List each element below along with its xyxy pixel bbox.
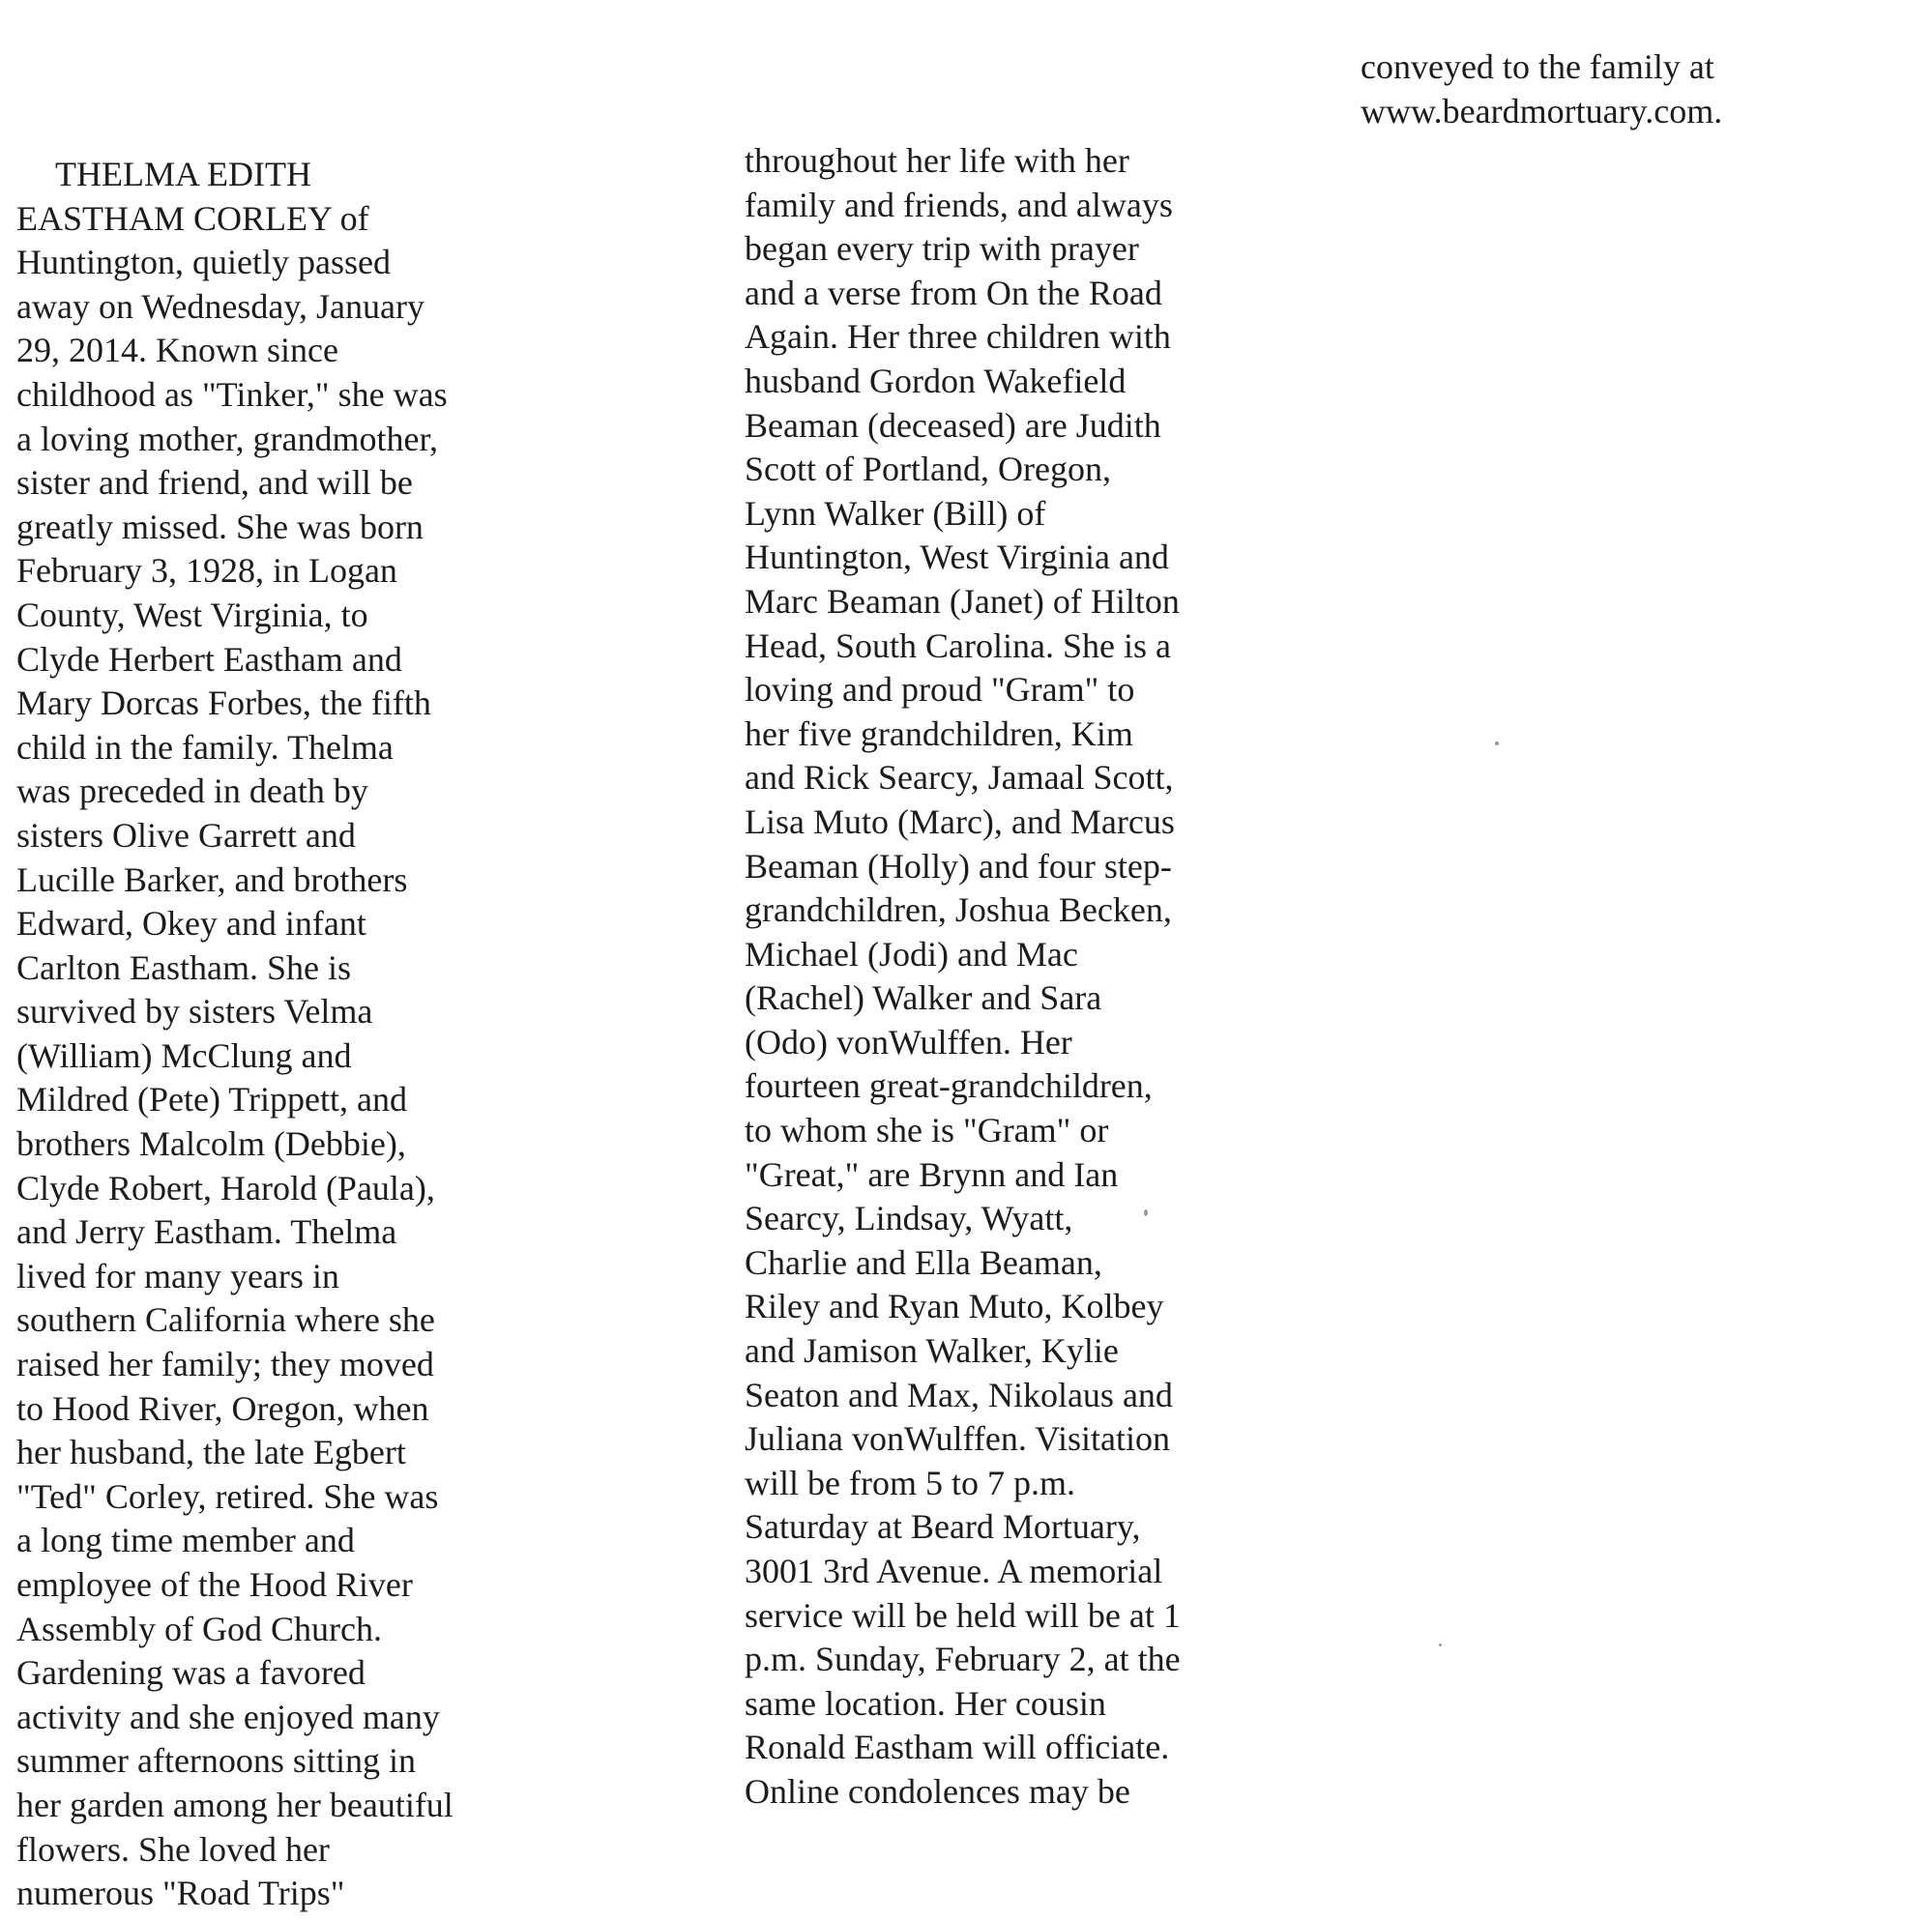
obituary-text-line: to whom she is "Gram" or <box>745 1111 1109 1150</box>
obituary-text-line: a long time member and <box>16 1521 355 1560</box>
obituary-text-line: Online condolences may be <box>745 1771 1130 1811</box>
obituary-text-line: fourteen great-grandchildren, <box>745 1066 1153 1106</box>
obituary-text-line: will be from 5 to 7 p.m. <box>745 1463 1075 1502</box>
obituary-text-line: Saturday at Beard Mortuary, <box>745 1507 1141 1547</box>
obituary-text-line: and a verse from On the Road <box>745 273 1162 312</box>
obituary-text-line: Beaman (Holly) and four step- <box>745 846 1172 886</box>
obituary-text-line: Marc Beaman (Janet) of Hilton <box>745 581 1180 621</box>
obituary-text-line: Edward, Okey and infant <box>16 904 366 944</box>
obituary-column-1 <box>16 153 558 1916</box>
obituary-text-line: Huntington, quietly passed <box>16 243 391 282</box>
obituary-column-2 <box>745 139 1286 1815</box>
obituary-text-line: her garden among her beautiful <box>16 1785 454 1824</box>
obituary-text-line: Huntington, West Virginia and <box>745 538 1169 577</box>
obituary-text-line: Mildred (Pete) Trippett, and <box>16 1080 407 1120</box>
obituary-text-line: Scott of Portland, Oregon, <box>745 450 1111 489</box>
obituary-text-line: flowers. She loved her <box>16 1829 330 1869</box>
obituary-text-line: childhood as "Tinker," she was <box>16 374 448 414</box>
obituary-text-line: child in the family. Thelma <box>16 727 394 767</box>
obituary-text-line: activity and she enjoyed many <box>16 1697 440 1736</box>
obituary-text-line: "Ted" Corley, retired. She was <box>16 1476 439 1516</box>
obituary-text-line: family and friends, and always <box>745 185 1173 224</box>
obituary-text-line: Juliana vonWulffen. Visitation <box>745 1419 1170 1459</box>
obituary-text-line: (Odo) vonWulffen. Her <box>745 1022 1072 1062</box>
obituary-text-line: began every trip with prayer <box>745 229 1139 269</box>
obituary-text-line: (Rachel) Walker and Sara <box>745 978 1102 1018</box>
obituary-text-line: same location. Her cousin <box>745 1683 1106 1723</box>
obituary-text-line: brothers Malcolm (Debbie), <box>16 1124 406 1164</box>
scan-speck <box>1495 742 1499 745</box>
obituary-text-line: Clyde Robert, Harold (Paula), <box>16 1168 435 1207</box>
obituary-text-line: away on Wednesday, January <box>16 286 424 326</box>
obituary-text-line: THELMA EDITH <box>55 155 311 193</box>
obituary-text-line: County, West Virginia, to <box>16 595 368 634</box>
obituary-text-line: Assembly of God Church. <box>16 1609 382 1648</box>
obituary-text-line: service will be held will be at 1 <box>745 1595 1181 1635</box>
obituary-text-line: Head, South Carolina. She is a <box>745 625 1171 665</box>
obituary-text-line: and Jamison Walker, Kylie <box>745 1331 1119 1371</box>
obituary-text-line: was preceded in death by <box>16 771 368 811</box>
obituary-text-line: Riley and Ryan Muto, Kolbey <box>745 1287 1164 1326</box>
obituary-text-line: February 3, 1928, in Logan <box>16 551 397 591</box>
obituary-text-line: Again. Her three children with <box>745 317 1171 357</box>
obituary-text-line: throughout her life with her <box>745 141 1129 180</box>
obituary-text-line: to Hood River, Oregon, when <box>16 1388 429 1428</box>
obituary-text-line: sisters Olive Garrett and <box>16 815 356 855</box>
obituary-text-line: her husband, the late Egbert <box>16 1433 406 1472</box>
obituary-text-line: Searcy, Lindsay, Wyatt, <box>745 1199 1073 1238</box>
obituary-text-line: sister and friend, and will be <box>16 463 413 503</box>
obituary-text-line: Beaman (deceased) are Judith <box>745 405 1161 445</box>
obituary-text-line: (William) McClung and <box>16 1035 352 1075</box>
obituary-text-line: Seaton and Max, Nikolaus and <box>745 1375 1173 1414</box>
obituary-text-line: Michael (Jodi) and Mac <box>745 934 1078 974</box>
obituary-text-line: a loving mother, grandmother, <box>16 419 439 458</box>
obituary-text-line: lived for many years in <box>16 1256 339 1295</box>
obituary-text-line: husband Gordon Wakefield <box>745 361 1127 400</box>
obituary-text-line: Mary Dorcas Forbes, the fifth <box>16 684 431 723</box>
obituary-text-line: 3001 3rd Avenue. A memorial <box>745 1552 1163 1590</box>
obituary-text-line: and Jerry Eastham. Thelma <box>16 1212 397 1252</box>
obituary-text-line: and Rick Searcy, Jamaal Scott, <box>745 758 1174 798</box>
obituary-text-line: raised her family; they moved <box>16 1345 434 1384</box>
obituary-text-line: Carlton Eastham. She is <box>16 947 351 987</box>
scan-speck <box>1439 1644 1442 1646</box>
obituary-text-line: her five grandchildren, Kim <box>745 713 1133 753</box>
obituary-text-line: greatly missed. She was born <box>16 507 424 546</box>
obituary-text-line: www.beardmortuary.com. <box>1361 91 1723 131</box>
obituary-text-line: 29, 2014. Known since <box>16 331 338 370</box>
obituary-text-line: Clyde Herbert Eastham and <box>16 639 402 679</box>
obituary-column-3 <box>1361 45 1902 133</box>
obituary-text-line: Charlie and Ella Beaman, <box>745 1242 1102 1282</box>
obituary-text-line: p.m. Sunday, February 2, at the <box>745 1640 1181 1679</box>
obituary-text-line: employee of the Hood River <box>16 1565 413 1604</box>
obituary-text-line: Lisa Muto (Marc), and Marcus <box>745 801 1175 841</box>
obituary-text-line: summer afternoons sitting in <box>16 1741 416 1781</box>
obituary-text-line: EASTHAM CORLEY of <box>16 198 369 238</box>
obituary-text-line: grandchildren, Joshua Becken, <box>745 890 1172 930</box>
obituary-text-line: Lynn Walker (Bill) of <box>745 493 1046 533</box>
obituary-text-line: loving and proud "Gram" to <box>745 670 1135 710</box>
scan-speck <box>1144 1209 1148 1216</box>
obituary-text-line: numerous "Road Trips" <box>16 1874 345 1913</box>
obituary-text-line: Ronald Eastham will officiate. <box>745 1728 1170 1767</box>
obituary-text-line: conveyed to the family at <box>1361 47 1714 86</box>
obituary-text-line: southern California where she <box>16 1300 435 1340</box>
obituary-text-line: Lucille Barker, and brothers <box>16 859 408 899</box>
obituary-text-line: survived by sisters Velma <box>16 992 373 1032</box>
obituary-text-line: "Great," are Brynn and Ian <box>745 1154 1119 1194</box>
obituary-text-line: Gardening was a favored <box>16 1653 366 1693</box>
